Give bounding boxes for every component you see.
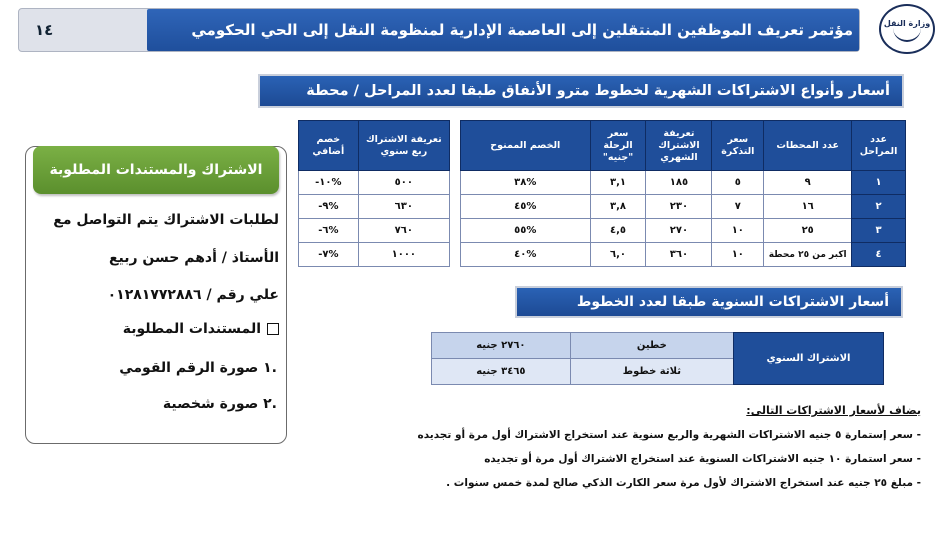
table-cell: ٥ bbox=[712, 171, 764, 195]
table-cell: ٣,٨ bbox=[590, 195, 646, 219]
table-cell: %٩- bbox=[299, 195, 359, 219]
table-cell: ١٠٠٠ bbox=[358, 243, 449, 267]
table-row bbox=[299, 171, 450, 195]
docs-card-heading: الاشتراك والمستندات المطلوبة bbox=[33, 146, 279, 194]
col-header: خصم أضافي bbox=[299, 121, 359, 171]
doc-item: .٢ صورة شخصية bbox=[162, 396, 277, 412]
table-cell: ٢٣٠ bbox=[646, 195, 712, 219]
notes-title: يضاف لأسعار الاشتراكات التالى: bbox=[746, 404, 921, 417]
logo-text: وزارة النقل bbox=[883, 18, 931, 28]
table-cell: ٥٠٠ bbox=[358, 171, 449, 195]
table-cell: ٢ bbox=[852, 195, 906, 219]
table-cell: ٣,١ bbox=[590, 171, 646, 195]
table-cell: ٣ bbox=[852, 219, 906, 243]
table-cell: ٤ bbox=[852, 243, 906, 267]
table-cell: %١٠- bbox=[299, 171, 359, 195]
header-title-bar bbox=[147, 9, 859, 51]
table-row bbox=[299, 195, 450, 219]
table-row bbox=[461, 219, 906, 243]
contact-line: لطلبات الاشتراك يتم التواصل مع bbox=[53, 212, 279, 228]
quarterly-subscriptions-table bbox=[298, 120, 450, 267]
col-header: عدد المراحل bbox=[852, 121, 906, 171]
table-row bbox=[461, 171, 906, 195]
col-header: تعريفة الاشتراك ربع سنوي bbox=[358, 121, 449, 171]
annual-section-title: أسعار الاشتراكات السنوية طبقا لعدد الخطوط bbox=[515, 286, 903, 318]
annual-label-cell: الاشتراك السنوي bbox=[734, 333, 884, 385]
monthly-section-title: أسعار وأنواع الاشتراكات الشهرية لخطوط مترو الأنفاق طبقا لعدد المراحل / محطة bbox=[258, 74, 904, 108]
table-cell: ٢٥ bbox=[764, 219, 852, 243]
note-item: - سعر استمارة ١٠ جنيه الاشتراكات السنوية عند استخراج الاشتراك أول مرة أو تجديده bbox=[484, 453, 921, 465]
col-header: سعر التذكرة bbox=[712, 121, 764, 171]
note-item: - مبلغ ٢٥ جنيه عند استخراج الاشتراك لأول مرة سعر الكارت الذكي صالح لمدة خمس سنوات . bbox=[446, 477, 921, 489]
header-banner bbox=[18, 8, 860, 52]
ministry-logo bbox=[871, 4, 943, 58]
table-cell: اكبر من ٢٥ محطة bbox=[764, 243, 852, 267]
table-cell: ١٠ bbox=[712, 219, 764, 243]
table-cell: %٤٥ bbox=[461, 195, 591, 219]
table-row bbox=[299, 243, 450, 267]
required-docs-label bbox=[123, 321, 279, 337]
col-header: سعر الرحلة "جنيه" bbox=[590, 121, 646, 171]
table-cell: ١٠ bbox=[712, 243, 764, 267]
table-cell: ٢٧٠ bbox=[646, 219, 712, 243]
required-docs-text: المستندات المطلوبة bbox=[122, 321, 261, 337]
table-row bbox=[432, 333, 884, 359]
header-title: مؤتمر تعريف الموظفين المنتقلين إلى العاصمة الإدارية لمنظومة النقل إلى الحي الحكومي bbox=[191, 21, 853, 39]
annual-subscriptions-table bbox=[431, 332, 884, 385]
col-header: عدد المحطات bbox=[764, 121, 852, 171]
table-cell: ٤,٥ bbox=[590, 219, 646, 243]
table-cell: ١ bbox=[852, 171, 906, 195]
page-number: ١٤ bbox=[35, 21, 54, 39]
monthly-subscriptions-table bbox=[460, 120, 906, 267]
table-cell: %٤٠ bbox=[461, 243, 591, 267]
col-header: تعريفة الاشتراك الشهري bbox=[646, 121, 712, 171]
contact-phone: علي رقم / ٠١٢٨١٧٧٢٨٨٦ bbox=[107, 287, 279, 303]
doc-item: .١ صورة الرقم القومي bbox=[119, 360, 277, 376]
table-row bbox=[299, 219, 450, 243]
table-header-row bbox=[461, 121, 906, 171]
table-cell: ١٦ bbox=[764, 195, 852, 219]
note-item: - سعر إستمارة ٥ جنيه الاشتراكات الشهرية والربع سنوية عند استخراج الاشتراك أول مرة أو تجديده bbox=[417, 429, 921, 441]
table-row bbox=[461, 195, 906, 219]
table-header-row bbox=[299, 121, 450, 171]
table-cell: %٧- bbox=[299, 243, 359, 267]
table-cell: ٣٦٠ bbox=[646, 243, 712, 267]
logo-emblem bbox=[879, 4, 935, 54]
fees-notes bbox=[361, 404, 921, 501]
checkbox-icon bbox=[267, 323, 279, 335]
table-cell: ثلاثة خطوط bbox=[570, 359, 733, 385]
contact-name: الأستاذ / أدهم حسن ربيع bbox=[108, 250, 279, 266]
table-cell: %٥٥ bbox=[461, 219, 591, 243]
table-cell: ٦٣٠ bbox=[358, 195, 449, 219]
table-cell: ٣٤٦٥ جنيه bbox=[432, 359, 571, 385]
logo-mark-icon bbox=[893, 28, 921, 42]
table-row bbox=[461, 243, 906, 267]
col-header: الخصم الممنوح bbox=[461, 121, 591, 171]
table-cell: ٢٧٦٠ جنيه bbox=[432, 333, 571, 359]
table-cell: ١٨٥ bbox=[646, 171, 712, 195]
table-cell: ٦,٠ bbox=[590, 243, 646, 267]
table-cell: خطين bbox=[570, 333, 733, 359]
table-cell: ٧ bbox=[712, 195, 764, 219]
table-cell: %٣٨ bbox=[461, 171, 591, 195]
table-cell: ٧٦٠ bbox=[358, 219, 449, 243]
table-cell: %٦- bbox=[299, 219, 359, 243]
table-cell: ٩ bbox=[764, 171, 852, 195]
